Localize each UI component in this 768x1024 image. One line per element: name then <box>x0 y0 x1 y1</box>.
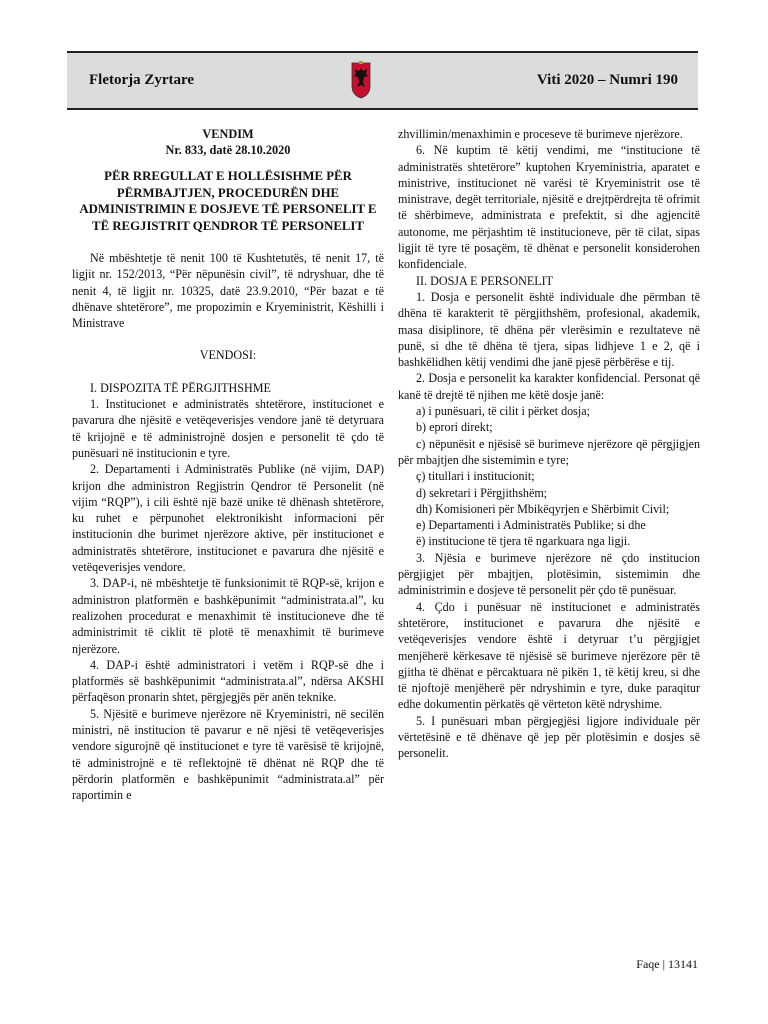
list-item: e) Departamenti i Administratës Publike; si dhe <box>416 518 646 533</box>
personnel-point-1: 1. Dosja e personelit është individuale dhe përmban të dhëna të karakterit të përgjithshëm, profesional, akademik, masa disiplinore, të dhëna për vlerësimin e rezultateve në punë, si dhe të dhëna të tjera, sipas lidhjeve 1 e 2, që i bashkëlidhen këtij vendimi dhe janë pjesë përbërëse e tij. <box>398 289 700 370</box>
decided-label: VENDOSI: <box>199 348 257 363</box>
preamble: Në mbështetje të nenit 100 të Kushtetutës, të nenit 17, të ligjit nr. 152/2013, “Për nëpunësin civil”, të ndryshuar, dhe të nenit 4, të ligjit nr. 10325, datë 23.9.2010, “Për bazat e të dhënave shtetërore”, me propozimin e Kryeministrit, Këshilli i Ministrave <box>72 251 384 331</box>
gazette-name: Fletorja Zyrtare <box>89 72 195 88</box>
paragraph-2: 2. Departamenti i Administratës Publike (në vijim, DAP) krijon dhe administron Regjistrin Qendror të Personelit (në vijim “RQP”), i cili është një bazë unike të dhënash shtetërore, ku ruhet e përpunohet elektronikisht informacioni për institucionin dhe burimet njerëzore aktive, për institucionet e administratës shtetërore, institucionet e pavarura dhe njësitë e vetëqeverisjes vendore. <box>72 462 384 575</box>
personnel-point-3: 3. Njësia e burimeve njerëzore në çdo institucion përgjigjet për mbajtjen, plotësimin, sistemimin dhe administrimin e dosjeve të personelit për çdo të punësuar. <box>398 550 700 598</box>
decision-label: VENDIM <box>202 127 254 141</box>
right-column <box>398 126 700 762</box>
page-header <box>67 51 698 110</box>
paragraph-4: 4. DAP-i është administratori i vetëm i RQP-së dhe i platformës së bashkëpunimit “administrata.al”, ndërsa AKSHI përfaqëson pronarin shtet, përgjegjës për anën teknike. <box>72 657 384 705</box>
list-item: c) nëpunësit e njësisë së burimeve njerëzore që përgjigjen për mbajtjen dhe sistemimin e tyre; <box>398 436 700 467</box>
section-heading-general: I. DISPOZITA TË PËRGJITHSHME <box>90 380 271 395</box>
left-column <box>72 126 384 804</box>
paragraph-6: 6. Në kuptim të këtij vendimi, me “institucione të administratës shtetërore” kuptohen Kryeministria, aparatet e ministrive, institucionet në varësi të Kryeministrit ose të ministrave, degët territoriale, njësitë e drejtpërdrejta të ofrimit të shërbimeve, administrata e prefektit, si dhe agjencitë autonome, me përjashtim të institucioneve, për të cilat, sipas ligjit të tyre të posaçëm, të dhënat e personelit konsiderohen konfidenciale. <box>398 143 700 272</box>
issue-number: Viti 2020 – Numri 190 <box>536 72 678 88</box>
list-item: d) sekretari i Përgjithshëm; <box>416 485 548 500</box>
decision-title: PËR RREGULLAT E HOLLËSISHME PËR PËRMBAJTJEN, PROCEDURËN DHE ADMINISTRIMIN E DOSJEVE TË PERSONELIT E TË REGJISTRIT QENDROR TË PERSONELIT <box>79 169 377 233</box>
paragraph-5: 5. Njësitë e burimeve njerëzore në Kryeministri, në secilën ministri, në institucion të pavarur e në njësi të vetëqeverisjes vendore sigurojnë që institucionet e tyre të varësisë të krijojnë, të administrojnë e të reflektojnë të dhënat në RQP dhe të përdorin platformën e bashkëpunimit “administrata.al” për raportimin e <box>72 706 384 803</box>
paragraph-5-continued: zhvillimin/menaxhimin e proceseve të burimeve njerëzore. <box>398 127 683 141</box>
list-item: a) i punësuari, të cilit i përket dosja; <box>416 404 590 419</box>
list-item: dh) Komisioneri për Mbikëqyrjen e Shërbimit Civil; <box>416 501 670 516</box>
list-item: b) eprori direkt; <box>416 420 493 435</box>
personnel-point-2: 2. Dosja e personelit ka karakter konfidencial. Personat që kanë të drejtë të njihen me këtë dosje janë: <box>398 371 700 402</box>
list-item: ç) titullari i institucionit; <box>416 469 535 484</box>
personnel-point-5: 5. I punësuari mban përgjegjësi ligjore individuale për vërtetësinë e të dhënave që jep për plotësimin e dosjes së personelit. <box>398 713 700 761</box>
paragraph-3: 3. DAP-i, në mbështetje të funksionimit të RQP-së, krijon e administron platformën e bashkëpunimit “administrata.al”, ku realizohen procedurat e menaxhimit të institucioneve dhe të administrimit të ciklit të plotë të menaxhimit të burimeve njerëzore. <box>72 576 384 656</box>
paragraph-1: 1. Institucionet e administratës shtetërore, institucionet e pavarura dhe njësitë e vetëqeverisjes vendore janë të detyruara të krijojnë e të administrojnë dosjen e personelit të çdo të punësuari në institucionin e tyre. <box>72 397 384 460</box>
decision-number: Nr. 833, datë 28.10.2020 <box>165 143 291 157</box>
section-heading-personnel-file: II. DOSJA E PERSONELIT <box>416 273 554 288</box>
albanian-eagle-emblem-icon <box>350 60 372 100</box>
page-number: Faqe | 13141 <box>636 957 698 971</box>
list-item: ë) institucione të tjera të ngarkuara nga ligji. <box>416 534 631 549</box>
personnel-point-4: 4. Çdo i punësuar në institucionet e administratës shtetërore, institucionet e pavarura dhe njësitë e vetëqeverisjes vendore është i detyruar t’u përgjigjet menjëherë kërkesave të njësisë së burimeve njerëzore për të gjitha të dhënat e përcaktuara në pikën 1, të këtij kreu, si dhe të njoftojë menjëherë për ndryshimin e tyre, duke paraqitur edhe dokumentin përkatës që vërteton këtë ndryshime. <box>398 599 700 712</box>
